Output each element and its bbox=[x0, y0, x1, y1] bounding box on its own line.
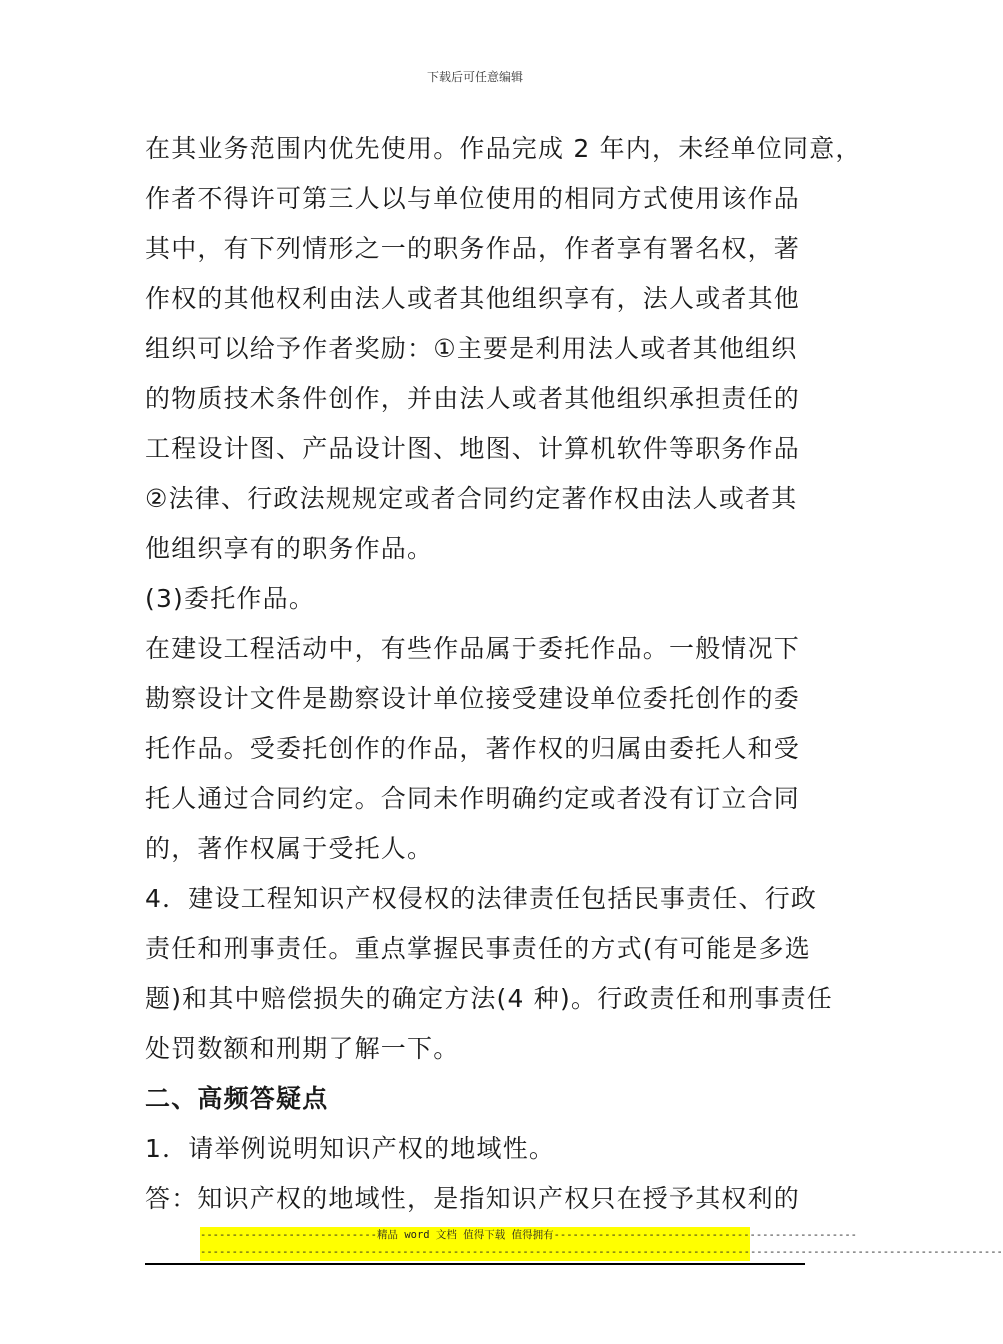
text-line: 1．请举例说明知识产权的地域性。 bbox=[145, 1134, 556, 1163]
document-body bbox=[145, 124, 862, 1224]
text-line: 处罚数额和刑期了解一下。 bbox=[145, 1034, 460, 1063]
footer-banner-text: ----------------------------精品 word 文档 值得下载 值得拥有------------------------------------------------ bbox=[200, 1229, 858, 1241]
footer-divider bbox=[145, 1263, 805, 1265]
section-heading: 二、高频答疑点 bbox=[145, 1084, 329, 1113]
page-header: 下载后可任意编辑 bbox=[426, 70, 523, 84]
text-line: 在建设工程活动中，有些作品属于委托作品。一般情况下 bbox=[145, 634, 801, 663]
text-line: (3)委托作品。 bbox=[145, 584, 316, 613]
text-line: 勘察设计文件是勘察设计单位接受建设单位委托创作的委 bbox=[145, 684, 801, 713]
text-line: 4．建设工程知识产权侵权的法律责任包括民事责任、行政 bbox=[145, 884, 818, 913]
text-line: 组织可以给予作者奖励：①主要是利用法人或者其他组织 bbox=[145, 334, 798, 363]
text-line: 在其业务范围内优先使用。作品完成 2 年内，未经单位同意， bbox=[145, 134, 862, 163]
footer-banner bbox=[200, 1227, 1003, 1261]
text-line: 托人通过合同约定。合同未作明确约定或者没有订立合同 bbox=[145, 784, 801, 813]
text-line: 责任和刑事责任。重点掌握民事责任的方式(有可能是多选 bbox=[145, 934, 811, 963]
text-line: 他组织享有的职务作品。 bbox=[145, 534, 434, 563]
text-line: 的物质技术条件创作，并由法人或者其他组织承担责任的 bbox=[145, 384, 801, 413]
text-line: ②法律、行政法规规定或者合同约定著作权由法人或者其 bbox=[145, 484, 798, 513]
text-line: 答：知识产权的地域性，是指知识产权只在授予其权利的 bbox=[145, 1184, 801, 1213]
text-line: 的，著作权属于受托人。 bbox=[145, 834, 434, 863]
text-line: 作者不得许可第三人以与单位使用的相同方式使用该作品 bbox=[145, 184, 801, 213]
text-line: 题)和其中赔偿损失的确定方法(4 种)。行政责任和刑事责任 bbox=[145, 984, 833, 1013]
text-line: 工程设计图、产品设计图、地图、计算机软件等职务作品 bbox=[145, 434, 801, 463]
text-line: 托作品。受委托创作的作品，著作权的归属由委托人和受 bbox=[145, 734, 801, 763]
text-line: 作权的其他权利由法人或者其他组织享有，法人或者其他 bbox=[145, 284, 801, 313]
text-line: 其中，有下列情形之一的职务作品，作者享有署名权，著 bbox=[145, 234, 801, 263]
footer-banner-dashes: ------------------------------------------------------------------------------------------------------------------------------- bbox=[200, 1246, 1003, 1258]
